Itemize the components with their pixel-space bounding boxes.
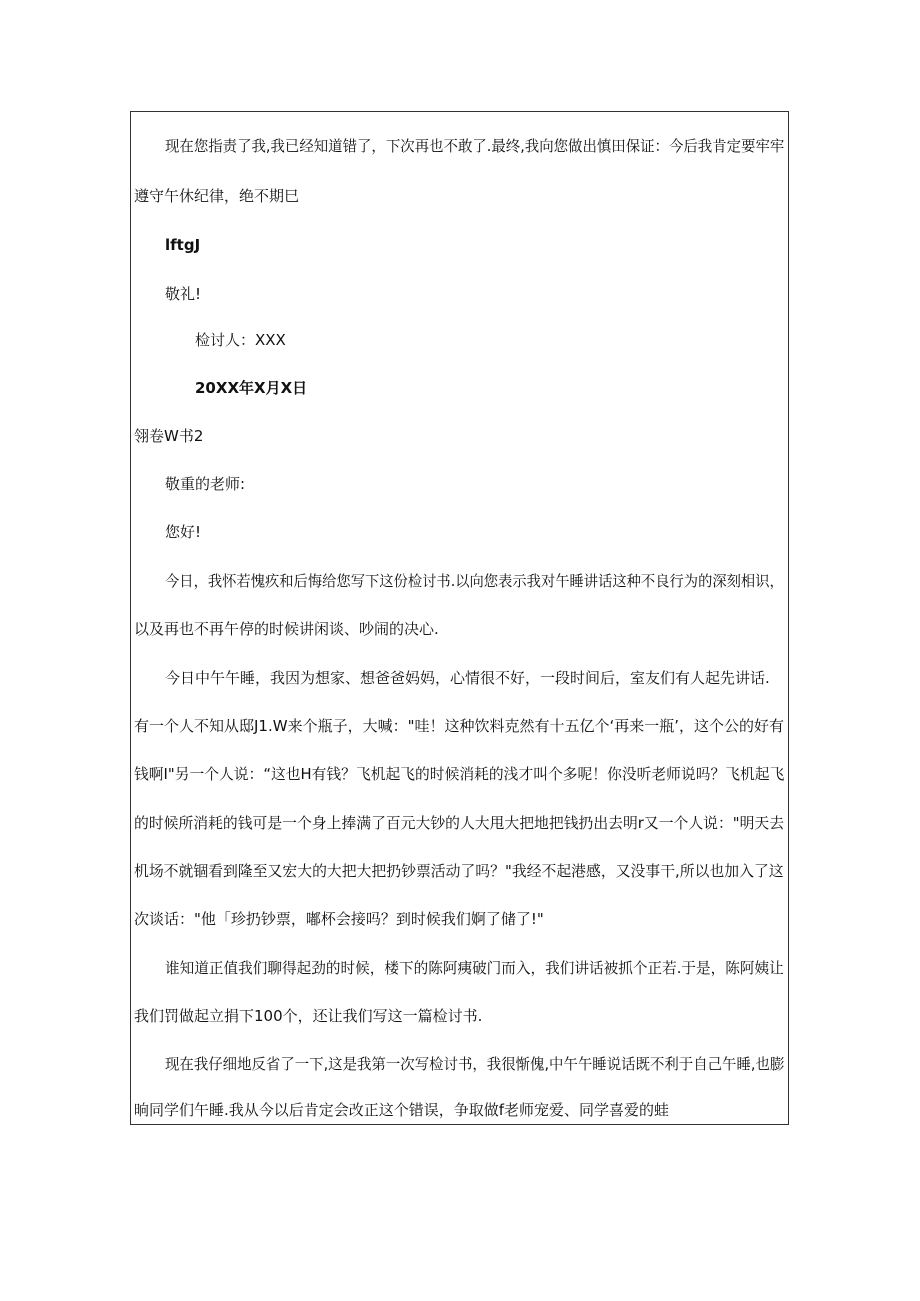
signature-line: 检讨人：XXX [195,331,286,349]
paragraph-line: 今日中午午睡，我因为想家、想爸爸妈妈，心情很不好，一段时间后，室友们有人起先讲话. [165,669,770,687]
paragraph-line: 以及再也不再午停的时候讲闲谈、吵闹的决心. [134,620,439,638]
document-frame [130,111,789,1125]
paragraph-line: 遵守午休纪律，绝不期巳 [134,187,300,205]
paragraph-line: 今日，我怀若愧疚和后悔给您写下这份检讨书.以向您表示我对午睡讲话这种不良行为的深刻相识， [165,572,784,590]
closing-salutation: 敬礼! [165,285,202,303]
greeting-line: 您好! [165,523,202,541]
paragraph-line: 有一个人不知从邸J1.W来个瓶子，大喊："哇！这种饮料克然有十五亿个‘再来一瓶’，这个公的好有 [134,717,785,735]
paragraph-line: 晌同学们午睡.我从今以后肯定会改正这个错误，争取做f老师宠爱、同学喜爱的蛙 [134,1101,670,1119]
paragraph-line: 次谈话："他「珍扔钞票，嘟杯会接吗？到时候我们婀了储了!" [134,910,544,928]
paragraph-line: 现在您指责了我,我已经知道错了，下次再也不敢了.最终,我向您做出慎田保证：今后我肯定要牢牢 [165,137,785,155]
greeting-line: 敬重的老师: [165,475,246,493]
paragraph-line: 我们罚做起立捐下100个，还让我们写这一篇检讨书. [134,1007,483,1025]
paragraph-line: 机场不就锢看到隆至又宏大的大把大把扔钞票活动了吗？"我经不起港感，又没事干,所以也加入了这 [134,862,784,880]
paragraph-line: 谁知道正值我们聊得起劲的时候，楼下的陈阿痍破门而入，我们讲话被抓个正若.于是，陈阿姨让 [165,959,784,977]
paragraph-line: 现在我仔细地反省了一下,这是我第一次写检讨书，我很惭傀,中午午睡说话既不利于自己午睡,也膨 [165,1055,785,1073]
section-title: 翎卷W书2 [134,427,204,445]
paragraph-line: 的时候所消耗的钱可是一个身上捧满了百元大钞的人大甩大把地把钱扔出去明r又一个人说："明天去 [134,814,785,832]
paragraph-line: lftgJ [165,236,201,254]
date-line: 20XX年X月X日 [195,379,308,397]
paragraph-line: 钱啊I"另一个人说：“这也H有钱？飞机起飞的时候消耗的浅才叫个多呢！你没听老师说吗？飞机起飞 [134,765,785,783]
